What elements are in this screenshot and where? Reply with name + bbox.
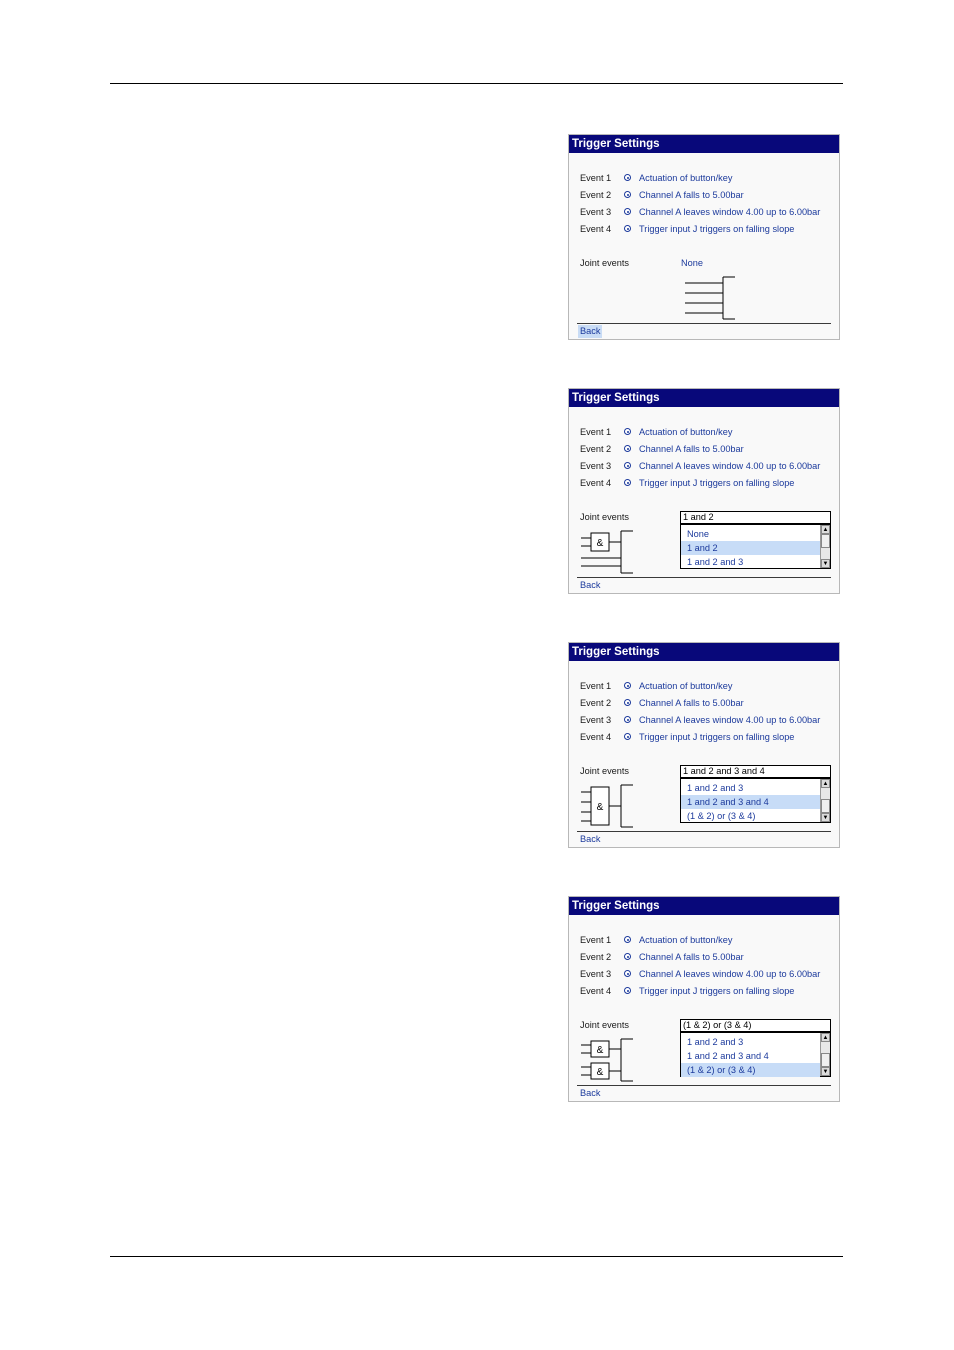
event-label: Event 3 [580, 969, 612, 979]
list-item[interactable]: 1 and 2 [681, 541, 820, 555]
joint-events-dropdown-list[interactable] [680, 1032, 831, 1077]
event-label: Event 2 [580, 190, 612, 200]
joint-events-dropdown-list[interactable] [680, 778, 831, 823]
event-description[interactable]: Channel A falls to 5.00bar [639, 190, 744, 200]
back-button[interactable]: Back [580, 834, 601, 844]
scroll-thumb[interactable] [821, 799, 830, 813]
list-item[interactable]: None [687, 529, 709, 539]
event-description[interactable]: Channel A leaves window 4.00 up to 6.00bar [639, 461, 821, 471]
list-scrollbar[interactable] [820, 1033, 830, 1076]
panel-title: Trigger Settings [569, 389, 839, 407]
event-label: Event 2 [580, 444, 612, 454]
event-description[interactable]: Actuation of button/key [639, 681, 733, 691]
radio-selected-icon[interactable] [624, 174, 631, 181]
trigger-settings-panel-3 [568, 642, 840, 848]
panel-title: Trigger Settings [569, 135, 839, 153]
back-button[interactable]: Back [580, 326, 601, 336]
list-item[interactable]: 1 and 2 and 3 [687, 1037, 744, 1047]
event-label: Event 1 [580, 173, 612, 183]
scroll-thumb[interactable] [821, 534, 830, 548]
list-item[interactable]: 1 and 2 and 3 and 4 [681, 795, 820, 809]
radio-selected-icon[interactable] [624, 191, 631, 198]
back-button[interactable]: Back [580, 580, 601, 590]
panel-title: Trigger Settings [569, 643, 839, 661]
event-description[interactable]: Channel A leaves window 4.00 up to 6.00bar [639, 969, 821, 979]
radio-selected-icon[interactable] [624, 970, 631, 977]
event-description[interactable]: Trigger input J triggers on falling slope [639, 478, 795, 488]
event-label: Event 4 [580, 986, 612, 996]
list-item[interactable]: (1 & 2) or (3 & 4) [687, 811, 756, 821]
joint-events-combobox[interactable]: 1 and 2 [680, 511, 831, 524]
footer-divider [577, 1085, 831, 1086]
footer-divider [577, 577, 831, 578]
and-gate-symbol: & [596, 802, 604, 813]
event-description[interactable]: Channel A leaves window 4.00 up to 6.00bar [639, 715, 821, 725]
logic-diagram-and-4 [579, 783, 639, 829]
joint-events-label: Joint events [580, 258, 630, 268]
event-description[interactable]: Actuation of button/key [639, 427, 733, 437]
trigger-settings-panel-1 [568, 134, 840, 340]
header-rule [110, 83, 843, 84]
panel-title: Trigger Settings [569, 897, 839, 915]
event-description[interactable]: Channel A leaves window 4.00 up to 6.00bar [639, 207, 821, 217]
trigger-settings-panel-4 [568, 896, 840, 1102]
radio-selected-icon[interactable] [624, 428, 631, 435]
event-label: Event 3 [580, 715, 612, 725]
radio-selected-icon[interactable] [624, 733, 631, 740]
event-label: Event 2 [580, 698, 612, 708]
event-label: Event 4 [580, 732, 612, 742]
footer-divider [577, 831, 831, 832]
logic-diagram-and-2 [579, 529, 639, 575]
radio-selected-icon[interactable] [624, 445, 631, 452]
logic-diagram-none [683, 275, 743, 321]
and-gate-symbol: & [596, 1067, 604, 1078]
event-label: Event 2 [580, 952, 612, 962]
list-item[interactable]: 1 and 2 and 3 [687, 783, 744, 793]
footer-rule [110, 1256, 843, 1257]
radio-selected-icon[interactable] [624, 987, 631, 994]
trigger-settings-panel-2 [568, 388, 840, 594]
event-description[interactable]: Trigger input J triggers on falling slope [639, 732, 795, 742]
scroll-up-arrow-icon[interactable]: ▲ [822, 527, 829, 533]
event-description[interactable]: Trigger input J triggers on falling slope [639, 986, 795, 996]
and-gate-symbol: & [596, 1045, 604, 1056]
joint-events-value[interactable]: None [681, 258, 703, 268]
event-description[interactable]: Actuation of button/key [639, 173, 733, 183]
radio-selected-icon[interactable] [624, 699, 631, 706]
event-description[interactable]: Trigger input J triggers on falling slope [639, 224, 795, 234]
event-description[interactable]: Actuation of button/key [639, 935, 733, 945]
event-description[interactable]: Channel A falls to 5.00bar [639, 698, 744, 708]
joint-events-label: Joint events [580, 1020, 630, 1030]
radio-selected-icon[interactable] [624, 225, 631, 232]
joint-events-combobox[interactable]: 1 and 2 and 3 and 4 [680, 765, 831, 778]
radio-selected-icon[interactable] [624, 936, 631, 943]
event-label: Event 1 [580, 681, 612, 691]
radio-selected-icon[interactable] [624, 462, 631, 469]
list-item[interactable]: 1 and 2 and 3 and 4 [687, 1051, 769, 1061]
scroll-down-arrow-icon[interactable]: ▼ [822, 815, 829, 821]
logic-diagram-two-and-gates [579, 1037, 639, 1083]
list-scrollbar[interactable] [820, 779, 830, 822]
and-gate-symbol: & [596, 538, 604, 549]
list-item[interactable]: 1 and 2 and 3 [687, 557, 744, 567]
radio-selected-icon[interactable] [624, 953, 631, 960]
event-label: Event 3 [580, 461, 612, 471]
scroll-down-arrow-icon[interactable]: ▼ [822, 561, 829, 567]
scroll-up-arrow-icon[interactable]: ▲ [822, 781, 829, 787]
radio-selected-icon[interactable] [624, 716, 631, 723]
event-label: Event 4 [580, 478, 612, 488]
list-scrollbar[interactable] [820, 525, 830, 568]
footer-divider [577, 323, 831, 324]
scroll-down-arrow-icon[interactable]: ▼ [822, 1069, 829, 1075]
joint-events-label: Joint events [580, 512, 630, 522]
radio-selected-icon[interactable] [624, 479, 631, 486]
event-label: Event 4 [580, 224, 612, 234]
event-description[interactable]: Channel A falls to 5.00bar [639, 952, 744, 962]
list-item[interactable]: (1 & 2) or (3 & 4) [681, 1063, 820, 1077]
event-label: Event 1 [580, 427, 612, 437]
event-label: Event 3 [580, 207, 612, 217]
joint-events-label: Joint events [580, 766, 630, 776]
event-label: Event 1 [580, 935, 612, 945]
radio-selected-icon[interactable] [624, 682, 631, 689]
radio-selected-icon[interactable] [624, 208, 631, 215]
event-description[interactable]: Channel A falls to 5.00bar [639, 444, 744, 454]
joint-events-dropdown-list[interactable] [680, 524, 831, 569]
scroll-thumb[interactable] [821, 1053, 830, 1067]
scroll-up-arrow-icon[interactable]: ▲ [822, 1035, 829, 1041]
back-button[interactable]: Back [580, 1088, 601, 1098]
joint-events-combobox[interactable]: (1 & 2) or (3 & 4) [680, 1019, 831, 1032]
